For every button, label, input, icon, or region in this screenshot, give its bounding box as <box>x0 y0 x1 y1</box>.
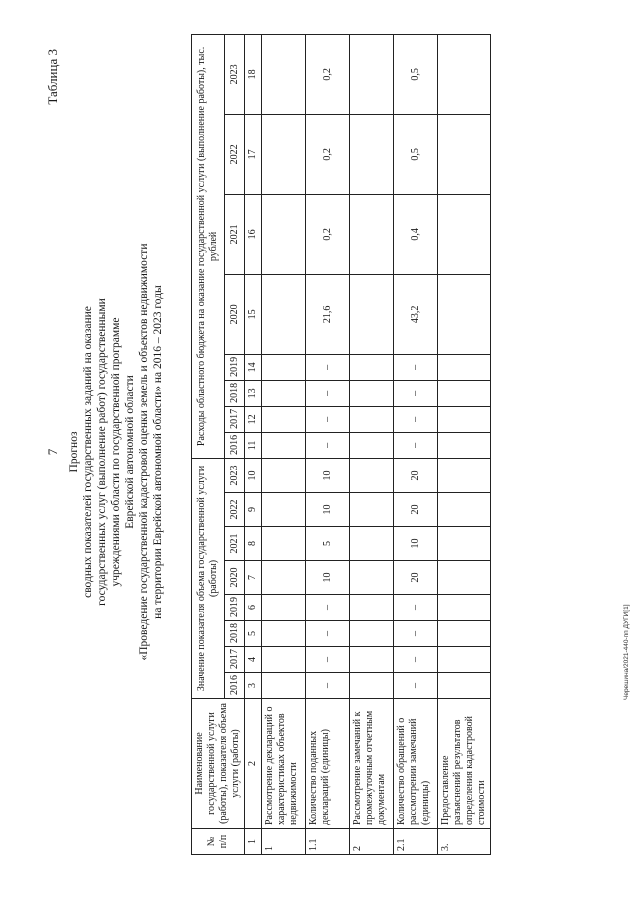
column-index-cell: 18 <box>245 34 262 114</box>
volume-value-cell: 5 <box>306 527 350 561</box>
volume-value-cell: – <box>306 673 350 699</box>
expense-year-header: 2022 <box>225 114 245 194</box>
volume-value-cell <box>350 647 394 673</box>
column-index-cell: 4 <box>245 647 262 673</box>
expense-value-cell: – <box>394 406 438 432</box>
expense-value-cell: 21,6 <box>306 274 350 354</box>
footer-code-strip <box>623 0 637 905</box>
title-line: Еврейской автономной области <box>124 375 136 529</box>
column-index-cell: 1 <box>245 829 262 855</box>
volume-value-cell <box>438 458 491 492</box>
expense-value-cell <box>350 380 394 406</box>
row-service-name: Рассмотрение деклараций о характеристиках объектов недвижимости <box>262 699 306 829</box>
volume-value-cell: – <box>306 621 350 647</box>
row-service-name: Предоставление разъяснений результатов определения кадастровой стоимости <box>438 699 491 829</box>
volume-value-cell <box>262 673 306 699</box>
expense-value-cell <box>350 354 394 380</box>
expense-year-header: 2020 <box>225 274 245 354</box>
table-label: Таблица 3 <box>45 49 60 105</box>
volume-value-cell <box>350 527 394 561</box>
column-index-cell: 6 <box>245 595 262 621</box>
expense-value-cell: – <box>306 406 350 432</box>
column-index-cell: 16 <box>245 194 262 274</box>
table-row <box>306 34 350 854</box>
expense-value-cell <box>438 380 491 406</box>
volume-year-header: 2016 <box>225 673 245 699</box>
expense-value-cell: – <box>394 380 438 406</box>
expense-value-cell <box>438 194 491 274</box>
volume-value-cell: – <box>394 673 438 699</box>
volume-value-cell: – <box>306 595 350 621</box>
row-number: 2 <box>350 829 394 855</box>
expense-value-cell: 0,4 <box>394 194 438 274</box>
header-service-name: Наименование государственной услуги (работы), показателя объема услуги (работы) <box>192 699 245 829</box>
volume-value-cell <box>262 527 306 561</box>
volume-year-header: 2018 <box>225 621 245 647</box>
expense-value-cell: 0,2 <box>306 194 350 274</box>
title-line: учреждениями области по государственной программе <box>110 317 122 587</box>
volume-value-cell: 20 <box>394 561 438 595</box>
rotated-sheet <box>29 27 609 877</box>
column-index-cell: 15 <box>245 274 262 354</box>
volume-value-cell <box>438 673 491 699</box>
title-line: на территории Еврейской автономной области» на 2016 – 2023 годы <box>152 285 164 619</box>
expense-value-cell <box>350 34 394 114</box>
column-index-cell: 10 <box>245 458 262 492</box>
volume-value-cell: – <box>394 621 438 647</box>
expense-value-cell: 0,2 <box>306 114 350 194</box>
volume-value-cell <box>262 595 306 621</box>
page-number: 7 <box>45 448 60 456</box>
expense-value-cell <box>438 34 491 114</box>
title-line: «Проведение государственной кадастровой оценки земель и объектов недвижимости <box>138 243 150 661</box>
table-body <box>262 34 491 854</box>
volume-value-cell <box>438 621 491 647</box>
volume-value-cell <box>262 561 306 595</box>
volume-value-cell <box>438 527 491 561</box>
row-number: 1 <box>262 829 306 855</box>
expense-value-cell <box>350 406 394 432</box>
title-line: сводных показателей государственных заданий на оказание <box>82 306 94 598</box>
expense-year-header: 2023 <box>225 34 245 114</box>
footer-code: Черешина/2021-440-пп ДУГИ[1] <box>623 604 630 700</box>
expense-value-cell: – <box>306 354 350 380</box>
column-index-cell: 7 <box>245 561 262 595</box>
volume-year-header: 2023 <box>225 458 245 492</box>
expense-value-cell: – <box>394 354 438 380</box>
header-number: № п/п <box>192 829 245 855</box>
column-index-cell: 11 <box>245 432 262 458</box>
expense-value-cell: 0,5 <box>394 114 438 194</box>
volume-value-cell <box>262 493 306 527</box>
expense-year-header: 2017 <box>225 406 245 432</box>
index-row <box>245 34 262 854</box>
column-index-cell: 9 <box>245 493 262 527</box>
table-row <box>262 34 306 854</box>
expense-value-cell: – <box>306 380 350 406</box>
expense-value-cell <box>438 432 491 458</box>
expense-value-cell: 0,5 <box>394 34 438 114</box>
column-index-cell: 13 <box>245 380 262 406</box>
expense-value-cell: – <box>306 432 350 458</box>
column-index-cell: 12 <box>245 406 262 432</box>
column-index-cell: 14 <box>245 354 262 380</box>
expense-value-cell <box>262 34 306 114</box>
row-service-name: Количество обращений о рассмотрении замечаний (единицы) <box>394 699 438 829</box>
title-line: Прогноз <box>68 431 80 473</box>
expense-value-cell <box>262 194 306 274</box>
row-service-name: Количество поданных деклараций (единицы) <box>306 699 350 829</box>
expense-value-cell <box>350 274 394 354</box>
expense-value-cell: 43,2 <box>394 274 438 354</box>
expense-value-cell <box>262 432 306 458</box>
expense-value-cell: 0,2 <box>306 34 350 114</box>
volume-year-header: 2019 <box>225 595 245 621</box>
header-expense-group: Расходы областного бюджета на оказание государственной услуги (выполнение работы), тыс. рублей <box>192 34 225 458</box>
title-line: государственных услуг (выполнение работ) государственными <box>96 298 108 606</box>
row-number: 1.1 <box>306 829 350 855</box>
expense-value-cell <box>438 406 491 432</box>
expense-value-cell <box>350 194 394 274</box>
volume-year-header: 2022 <box>225 493 245 527</box>
expense-value-cell: – <box>394 432 438 458</box>
volume-value-cell: – <box>394 595 438 621</box>
volume-year-header: 2020 <box>225 561 245 595</box>
column-index-cell: 5 <box>245 621 262 647</box>
forecast-table <box>191 34 491 855</box>
volume-value-cell <box>350 595 394 621</box>
volume-value-cell: 20 <box>394 458 438 492</box>
volume-value-cell: – <box>394 647 438 673</box>
volume-value-cell <box>438 595 491 621</box>
volume-value-cell: – <box>306 647 350 673</box>
volume-value-cell <box>438 493 491 527</box>
expense-value-cell <box>262 354 306 380</box>
expense-value-cell <box>438 274 491 354</box>
row-service-name: Рассмотрение замечаний к промежуточным отчетным документам <box>350 699 394 829</box>
volume-value-cell: 10 <box>306 458 350 492</box>
expense-year-header: 2019 <box>225 354 245 380</box>
volume-value-cell <box>350 458 394 492</box>
expense-year-header: 2021 <box>225 194 245 274</box>
volume-value-cell <box>262 621 306 647</box>
volume-year-header: 2017 <box>225 647 245 673</box>
volume-year-header: 2021 <box>225 527 245 561</box>
volume-value-cell: 10 <box>306 561 350 595</box>
expense-value-cell <box>262 274 306 354</box>
volume-value-cell: 10 <box>306 493 350 527</box>
expense-year-header: 2016 <box>225 432 245 458</box>
expense-value-cell <box>438 354 491 380</box>
forecast-table-wrapper <box>191 39 491 855</box>
column-index-cell: 2 <box>245 699 262 829</box>
column-index-cell: 3 <box>245 673 262 699</box>
table-row <box>438 34 491 854</box>
expense-value-cell <box>262 380 306 406</box>
column-index-cell: 8 <box>245 527 262 561</box>
expense-value-cell <box>350 432 394 458</box>
expense-value-cell <box>262 406 306 432</box>
expense-value-cell <box>350 114 394 194</box>
row-number: 2.1 <box>394 829 438 855</box>
expense-year-header: 2018 <box>225 380 245 406</box>
volume-value-cell <box>350 673 394 699</box>
volume-value-cell <box>350 561 394 595</box>
volume-value-cell: 20 <box>394 493 438 527</box>
volume-value-cell <box>262 458 306 492</box>
volume-value-cell <box>438 561 491 595</box>
row-number: 3. <box>438 829 491 855</box>
column-index-cell: 17 <box>245 114 262 194</box>
table-row <box>350 34 394 854</box>
header-volume-group: Значение показателя объема государственной услуги (работы) <box>192 458 225 698</box>
volume-value-cell <box>350 493 394 527</box>
expense-value-cell <box>262 114 306 194</box>
volume-value-cell <box>438 647 491 673</box>
volume-value-cell <box>262 647 306 673</box>
volume-value-cell <box>350 621 394 647</box>
expense-value-cell <box>438 114 491 194</box>
table-row <box>394 34 438 854</box>
document-title <box>67 67 165 837</box>
volume-value-cell: 10 <box>394 527 438 561</box>
